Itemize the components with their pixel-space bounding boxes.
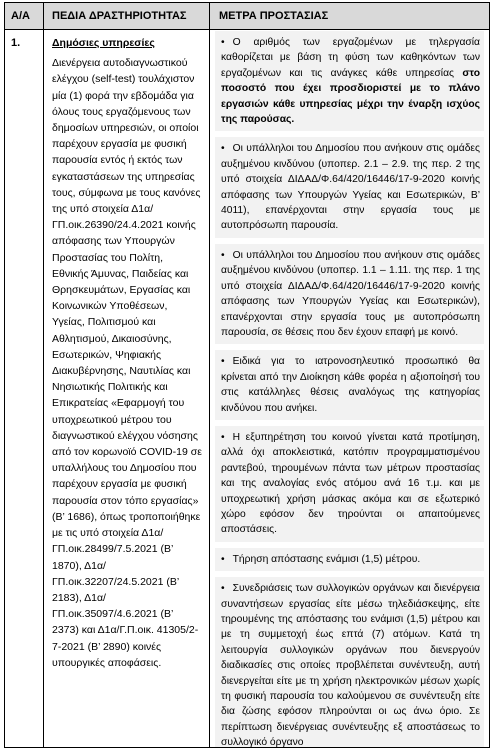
bullet-icon: • — [221, 583, 225, 595]
column-divider — [43, 3, 44, 747]
bullet-icon: • — [221, 553, 225, 565]
measure-item — [215, 426, 484, 542]
measure-text: Ειδικά για το ιατρονοσηλευτικό προσωπικό θα κρίνεται από την Διοίκηση κάθε φορέα η αξιοποίησή του στις κατάλληλες θέσεις αναλόγως της κατηγορίας κινδύνου που ανήκει. — [221, 356, 480, 414]
header-field: ΠΕΔΙΑ ΔΡΑΣΤΗΡΙΟΤΗΤΑΣ — [52, 10, 187, 22]
header-number: Α/Α — [11, 10, 30, 22]
measure-text: Η εξυπηρέτηση του κοινού γίνεται κατά προτίμηση, αλλά όχι αποκλειστικά, κατόπιν προγραμματισμένου ραντεβού, τηρουμένων πάντα των μέτρων προστασίας και της αναλογίας ενός ατόμου ανά 16 τ.μ. και με υποχρεωτική χρήση μάσκας ακόμα και σε εξωτερικό χώρο εφόσον δεν τηρούνται οι απαιτούμενες αποστάσεις. — [221, 431, 480, 536]
column-divider — [209, 3, 210, 747]
bullet-icon: • — [221, 143, 225, 155]
measure-item — [215, 548, 484, 571]
measures-table — [4, 2, 490, 748]
measure-text: Τήρηση απόστασης ενάμισι (1,5) μέτρου. — [232, 553, 421, 565]
measure-bold-text: στο ποσοστό που έχει προσδιοριστεί με το πλάνο εργασιών κάθε υπηρεσίας μέχρι την έναρξη ισχύος της παρούσας. — [221, 67, 480, 126]
row-number: 1. — [11, 37, 21, 49]
measure-text: Οι υπάλληλοι του Δημοσίου που ανήκουν στις ομάδες αυξημένου κινδύνου (υποπερ. 2.1 – 2.9. της περ. 2 της υπό στοιχεία ΔΙΔΑΔ/Φ.64/420/16446/17-9-2020 κοινής απόφασης των Υπουργών Υγείας και Εσωτερικών, Β’ 4011), επανέρχονται στην εργασία τους με αυτοπρόσωπη παρουσία. — [221, 143, 480, 232]
measures-cell — [215, 31, 484, 747]
bullet-icon: • — [221, 37, 225, 48]
bullet-icon: • — [221, 356, 225, 368]
field-cell — [52, 35, 202, 671]
measure-text: Συνεδριάσεις των συλλογικών οργάνων και διενέργεια συναντήσεων εργασίας είτε μέσω τηλεδιάσκεψης, είτε τηρουμένης της απόστασης του ενάμισι (1,5) μέτρου και με τη συμμετοχή έως επτά (7) ατόμων. Κατά τη λειτουργία συλλογικών οργάνων που διενεργούν διαδικασίες στις οποίες προβλέπεται συνέντευξη, αυτή διενεργείται είτε με τη χρήση ηλεκτρονικών μέσων χωρίς τη φυσική παρουσία του καλούμενου σε συνέντευξη είτε δια ζώσης εφόσον πληρούνται οι ως άνω όριο. Σε περίπτωση διενέργειας συνέντευξης εξ αποστάσεως το συλλογικό όργανο — [221, 583, 480, 747]
measure-text: Ο αριθμός των εργαζομένων με τηλεργασία καθορίζεται με βάση τη φύση των καθηκόντων των εργαζομένων και τις ανάγκες κάθε υπηρεσίας — [221, 37, 480, 79]
table-header — [5, 3, 489, 30]
measure-item — [215, 31, 484, 131]
measure-item — [215, 137, 484, 237]
bullet-icon: • — [221, 249, 225, 261]
measure-item — [215, 244, 484, 344]
field-title: Δημόσιες υπηρεσίες — [52, 37, 155, 49]
bullet-icon: • — [221, 431, 225, 443]
measure-item — [215, 577, 484, 747]
header-measures: ΜΕΤΡΑ ΠΡΟΣΤΑΣΙΑΣ — [219, 10, 329, 22]
measure-item — [215, 350, 484, 420]
field-description: Διενέργεια αυτοδιαγνωστικού ελέγχου (self-test) τουλάχιστον μία (1) φορά την εβδομάδα για όλους τους εργαζόμενους των δημοσίων υπηρεσιών, οι οποίοι παρέχουν εργασία με φυσική παρουσία εντός ή εκτός των εγκαταστάσεων της υπηρεσίας τους, σύμφωνα με τους κανόνες της υπό στοιχεία Δ1α/ΓΠ.οικ.26390/24.4.2021 κοινής απόφασης των Υπουργών Προστασίας του Πολίτη, Εθνικής Άμυνας, Παιδείας και Θρησκευμάτων, Εργασίας και Κοινωνικών Υποθέσεων, Υγείας, Πολιτισμού και Αθλητισμού, Δικαιοσύνης, Εσωτερικών, Ψηφιακής Διακυβέρνησης, Ναυτιλίας και Νησιωτικής Πολιτικής και Επικρατείας «Εφαρμογή του υποχρεωτικού μέτρου του διαγνωστικού ελέγχου νόσησης από τον κορωνοϊό COVID-19 σε υπαλλήλους του Δημοσίου που παρέχουν εργασία με φυσική παρουσία στον τόπο εργασίας» (Β’ 1686), όπως τροποποιήθηκε με τις υπό στοιχεία Δ1α/ΓΠ.οικ.28499/7.5.2021 (Β’ 1870), Δ1α/ΓΠ.οικ.32207/24.5.2021 (Β’ 2183), Δ1α/ΓΠ.οικ.35097/4.6.2021 (Β’ 2373) και Δ1α/Γ.Π.οικ. 41305/2-7-2021 (Β’ 2890) κοινές υπουργικές αποφάσεις. — [52, 57, 202, 669]
measure-text: Οι υπάλληλοι του Δημοσίου που ανήκουν στις ομάδες αυξημένου κινδύνου (υποπερ. 1.1 – 1.11. της περ. 1 της υπό στοιχεία ΔΙΔΑΔ/Φ.64/420/16446/17-9-2020 κοινής απόφασης των Υπουργών Υγείας και Εσωτερικών), επανέρχονται στην εργασία τους με αυτοπρόσωπη παρουσία, σε θέσεις που δεν έχουν επαφή με κοινό. — [221, 249, 480, 338]
